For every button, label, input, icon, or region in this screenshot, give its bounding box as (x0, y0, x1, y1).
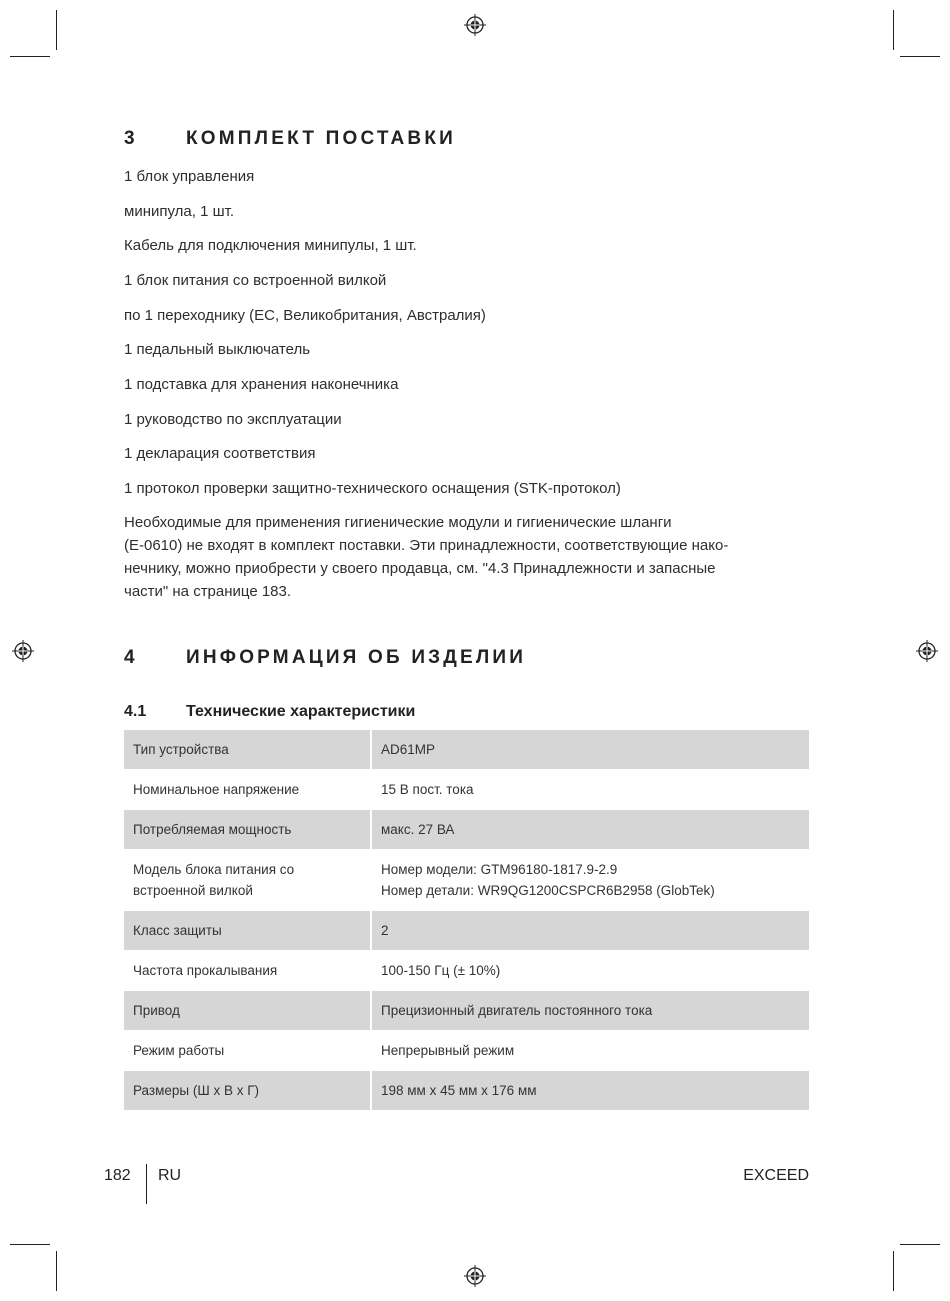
list-item: 1 блок управления (124, 168, 255, 185)
list-item: 1 протокол проверки защитно-технического оснащения (STK-протокол) (124, 480, 621, 497)
spec-key: Номинальное напряжение (124, 770, 371, 810)
crop-mark (900, 56, 940, 57)
footer-divider (146, 1164, 147, 1204)
list-item: 1 подставка для хранения наконечника (124, 376, 399, 393)
spec-value: 15 В пост. тока (371, 770, 809, 810)
subsection-number: 4.1 (124, 703, 147, 720)
spec-value: 198 мм х 45 мм х 176 мм (371, 1071, 809, 1111)
spec-value: 2 (371, 911, 809, 951)
section-number: 4 (124, 647, 135, 668)
spec-value-line: Номер модели: GTM96180-1817.9-2.9 (381, 862, 618, 877)
table-row (124, 991, 809, 1031)
table-row (124, 951, 809, 991)
product-name: EXCEED (743, 1167, 809, 1184)
table-row (124, 911, 809, 951)
list-item: 1 блок питания со встроенной вилкой (124, 272, 387, 289)
note-line: части" на странице 183. (124, 583, 292, 600)
table-row (124, 770, 809, 810)
spec-key: Привод (124, 991, 371, 1031)
specs-table (124, 730, 809, 1111)
note-line: нечнику, можно приобрести у своего продавца, см. "4.3 Принадлежности и запасные (124, 560, 716, 577)
language-code: RU (158, 1167, 182, 1184)
crop-mark (10, 1244, 50, 1245)
spec-key: Класс защиты (124, 911, 371, 951)
note-line: (E-0610) не входят в комплект поставки. Эти принадлежности, соответствующие нако- (124, 537, 729, 554)
section-4-heading (124, 647, 526, 669)
spec-key: Частота прокалывания (124, 951, 371, 991)
section-title: КОМПЛЕКТ ПОСТАВКИ (186, 128, 457, 149)
crop-mark (900, 1244, 940, 1245)
table-row (124, 1071, 809, 1111)
list-item: 1 педальный выключатель (124, 341, 311, 358)
spec-value (371, 850, 809, 911)
crop-mark (56, 1251, 57, 1291)
page-number: 182 (104, 1167, 131, 1184)
table-row (124, 1031, 809, 1071)
crop-mark (56, 10, 57, 50)
spec-value: Непрерывный режим (371, 1031, 809, 1071)
spec-key (124, 850, 371, 911)
crop-mark (893, 10, 894, 50)
section-title: ИНФОРМАЦИЯ ОБ ИЗДЕЛИИ (186, 647, 527, 668)
spec-value: 100-150 Гц (± 10%) (371, 951, 809, 991)
spec-value: AD61MP (371, 730, 809, 770)
list-item: Кабель для подключения минипулы, 1 шт. (124, 237, 417, 254)
list-item: минипула, 1 шт. (124, 203, 234, 220)
table-row (124, 810, 809, 850)
section-3-heading (124, 128, 456, 150)
spec-value: макс. 27 ВА (371, 810, 809, 850)
spec-key: Тип устройства (124, 730, 371, 770)
subsection-title: Технические характеристики (186, 703, 416, 720)
note-line: Необходимые для применения гигиенические модули и гигиенические шланги (124, 514, 672, 531)
spec-value-line: Номер детали: WR9QG1200CSPCR6B2958 (GlobTek) (381, 883, 715, 898)
spec-key-line: Модель блока питания со (133, 862, 295, 877)
crop-mark (893, 1251, 894, 1291)
table-row (124, 850, 809, 911)
registration-mark-icon (464, 1265, 486, 1287)
spec-key: Размеры (Ш х В х Г) (124, 1071, 371, 1111)
list-item: 1 руководство по эксплуатации (124, 411, 342, 428)
table-row (124, 730, 809, 770)
list-item: 1 декларация соответствия (124, 445, 316, 462)
spec-key-line: встроенной вилкой (133, 883, 253, 898)
spec-key: Режим работы (124, 1031, 371, 1071)
spec-key: Потребляемая мощность (124, 810, 371, 850)
list-item: по 1 переходнику (ЕС, Великобритания, Австралия) (124, 307, 486, 324)
subsection-4-1-heading (124, 703, 415, 721)
spec-value: Прецизионный двигатель постоянного тока (371, 991, 809, 1031)
registration-mark-icon (464, 14, 486, 36)
registration-mark-icon (12, 640, 34, 662)
crop-mark (10, 56, 50, 57)
section-number: 3 (124, 128, 135, 149)
delivery-note (124, 511, 814, 603)
registration-mark-icon (916, 640, 938, 662)
